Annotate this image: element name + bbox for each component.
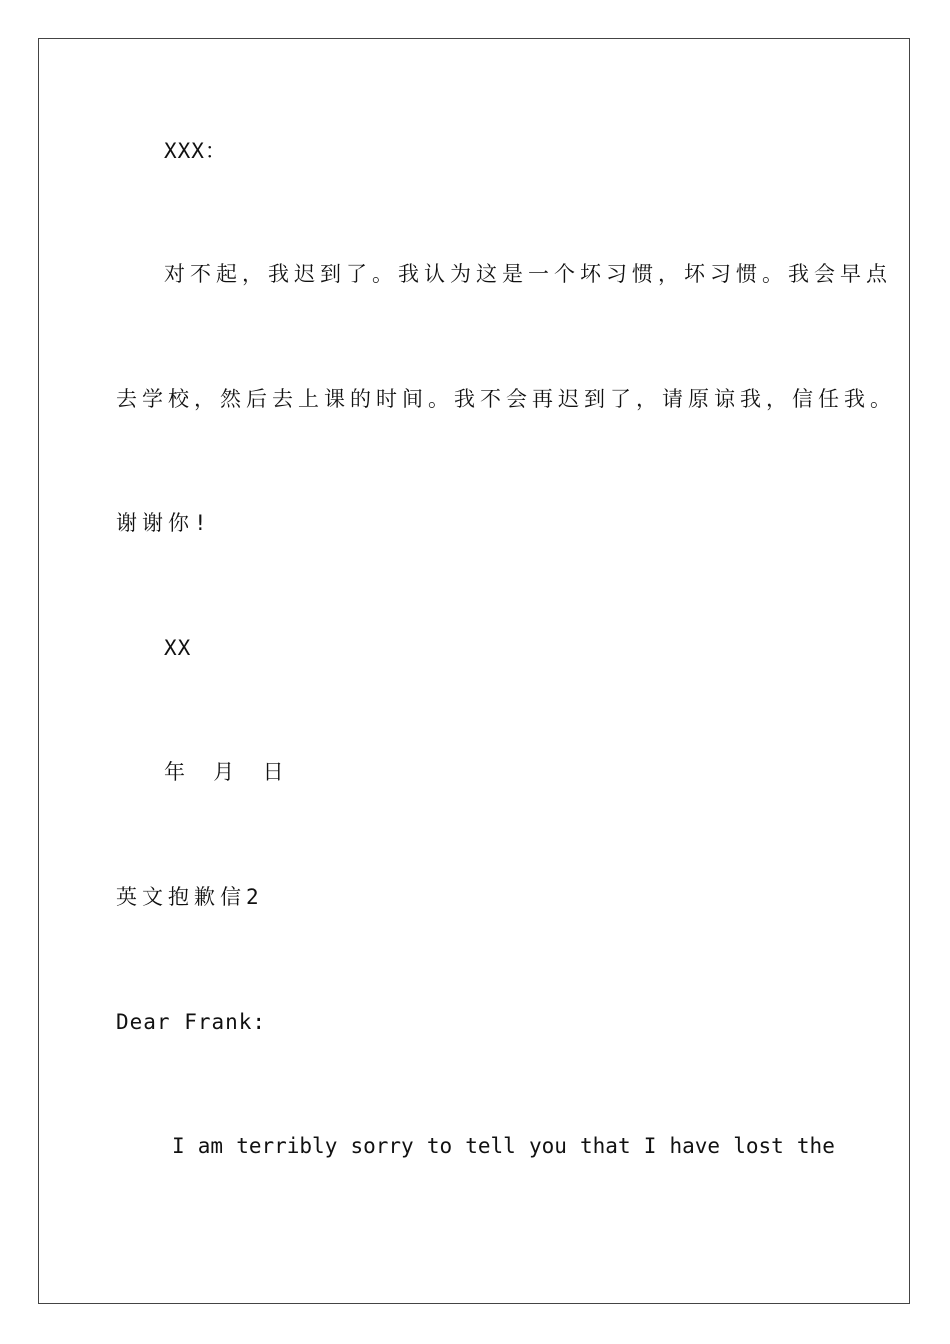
- body-word: the: [796, 1134, 835, 1158]
- body-word: to: [426, 1134, 453, 1158]
- page-frame: [38, 38, 910, 1304]
- letter1-body-line-3: 谢谢你!: [116, 511, 212, 535]
- letter1-signature: XX: [164, 636, 192, 660]
- body-word: that: [580, 1134, 631, 1158]
- letter1-body-line-2: 去学校，然后去上课的时间。我不会再迟到了，请原谅我，信任我。: [116, 387, 896, 411]
- body-word: sorry: [350, 1134, 414, 1158]
- body-word: terribly: [236, 1134, 338, 1158]
- body-word: you: [528, 1134, 567, 1158]
- body-word: have: [669, 1134, 721, 1158]
- body-word: lost: [733, 1134, 784, 1158]
- body-word: tell: [465, 1134, 516, 1158]
- letter2-heading: 英文抱歉信2: [116, 885, 264, 909]
- body-word: I: [643, 1134, 657, 1158]
- body-word: am: [197, 1134, 224, 1158]
- letter1-body-line-1: 对不起，我迟到了。我认为这是一个坏习惯，坏习惯。我会早点: [164, 262, 892, 286]
- body-word: I: [172, 1134, 185, 1158]
- letter2-salutation: Dear Frank:: [116, 1010, 267, 1034]
- letter2-body-line-1: [172, 1131, 835, 1161]
- letter1-salutation: XXX：: [164, 139, 227, 163]
- letter1-date: 年 月 日: [164, 760, 285, 784]
